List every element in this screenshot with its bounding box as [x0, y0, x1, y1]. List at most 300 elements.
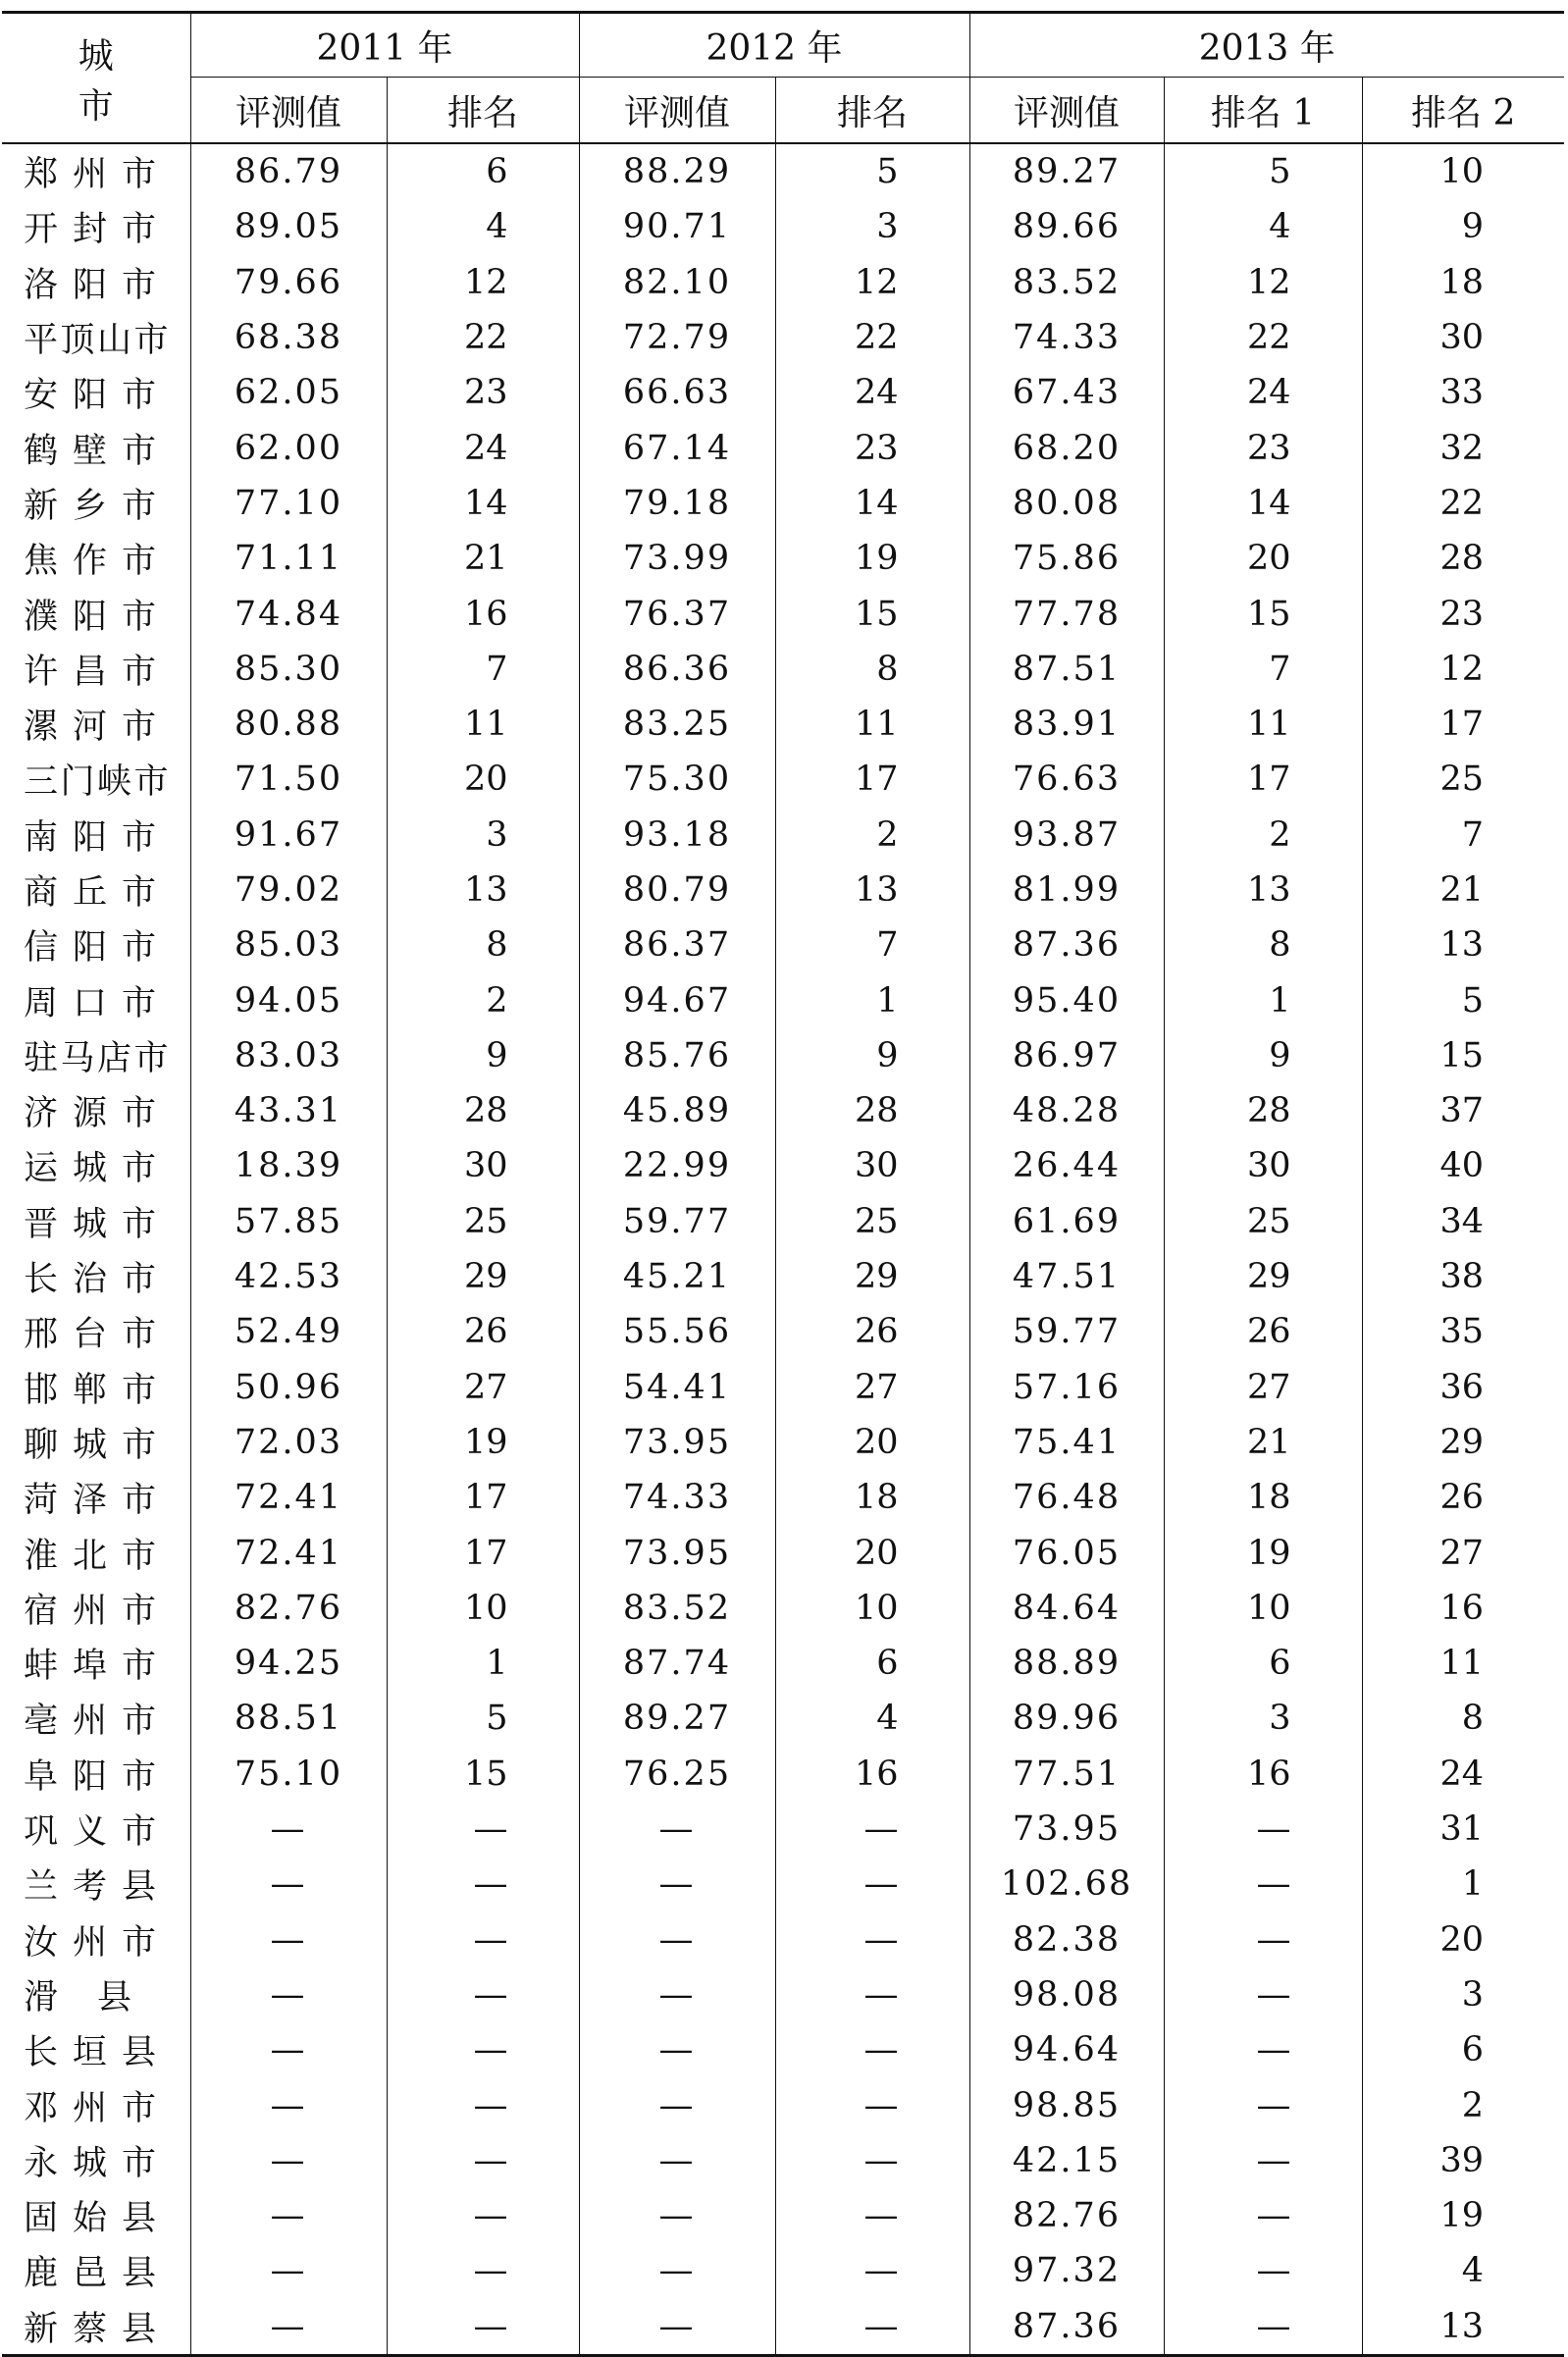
- city-name-cell: [2, 1194, 190, 1249]
- table-row: [2, 917, 1564, 972]
- rank-2011-cell: —: [387, 2022, 579, 2077]
- value-2011-cell: 88.51: [190, 1691, 387, 1746]
- city-name: 平 顶 山 市: [24, 321, 169, 361]
- rank1-2013-cell: 24: [1164, 365, 1362, 420]
- value-2013-cell: 77.51: [969, 1747, 1164, 1802]
- rank-2012-cell: —: [775, 2077, 969, 2132]
- rank-2011-cell: —: [387, 2133, 579, 2188]
- table-row: [2, 642, 1564, 697]
- table-row: [2, 1747, 1564, 1802]
- rank2-2013-cell: 8: [1362, 1691, 1564, 1746]
- rank1-2013-cell: 26: [1164, 1304, 1362, 1359]
- rank2-2013-cell: 6: [1362, 2022, 1564, 2077]
- rank1-2013-cell: 14: [1164, 476, 1362, 531]
- rank1-2013-cell: —: [1164, 2243, 1362, 2298]
- rank2-2013-cell: 5: [1362, 972, 1564, 1027]
- value-2013-cell: 48.28: [969, 1083, 1164, 1138]
- rank-2011-cell: 25: [387, 1194, 579, 1249]
- table-row: [2, 1083, 1564, 1138]
- rank1-2013-cell: 8: [1164, 917, 1362, 972]
- rank1-2013-cell: 5: [1164, 143, 1362, 199]
- rank1-2013-cell: 22: [1164, 310, 1362, 365]
- rank2-2013-cell: 34: [1362, 1194, 1564, 1249]
- rank1-2013-header: 排名 1: [1164, 78, 1362, 144]
- city-name: 汝 州 市: [24, 1922, 157, 1963]
- rank1-2013-cell: 12: [1164, 255, 1362, 310]
- value-2013-cell: 59.77: [969, 1304, 1164, 1359]
- rank-2012-cell: 30: [775, 1138, 969, 1193]
- value-2011-cell: —: [190, 2243, 387, 2298]
- rank-2011-cell: 10: [387, 1581, 579, 1636]
- city-name-cell: [2, 972, 190, 1027]
- city-name-cell: [2, 808, 190, 863]
- rank-2012-cell: 25: [775, 1194, 969, 1249]
- rank-2011-cell: —: [387, 2243, 579, 2298]
- rank1-2013-cell: 29: [1164, 1249, 1362, 1304]
- value-2012-cell: 72.79: [579, 310, 775, 365]
- table-row: [2, 143, 1564, 199]
- rank1-2013-cell: —: [1164, 2022, 1362, 2077]
- city-name-cell: [2, 586, 190, 641]
- table-row: [2, 2188, 1564, 2243]
- rank1-2013-cell: —: [1164, 1967, 1362, 2022]
- city-name: 长 垣 县: [24, 2033, 157, 2073]
- city-name-cell: [2, 642, 190, 697]
- rank1-2013-cell: 20: [1164, 531, 1362, 586]
- city-name: 三 门 峡 市: [24, 762, 169, 803]
- value-2011-cell: 79.02: [190, 863, 387, 917]
- city-name-cell: [2, 1912, 190, 1967]
- value-2013-cell: 76.05: [969, 1525, 1164, 1580]
- table-row: [2, 420, 1564, 475]
- rank1-2013-cell: 7: [1164, 642, 1362, 697]
- rank-2011-cell: —: [387, 2077, 579, 2132]
- rank-2012-cell: 9: [775, 1028, 969, 1083]
- rank2-2013-cell: 36: [1362, 1360, 1564, 1415]
- rank2-2013-cell: 9: [1362, 199, 1564, 254]
- city-name-cell: [2, 1304, 190, 1359]
- value-2012-cell: 73.95: [579, 1525, 775, 1580]
- rank2-2013-cell: 4: [1362, 2243, 1564, 2298]
- rank2-2013-cell: 23: [1362, 586, 1564, 641]
- value-2012-cell: 93.18: [579, 808, 775, 863]
- rank1-2013-cell: 4: [1164, 199, 1362, 254]
- rank1-2013-cell: 17: [1164, 752, 1362, 807]
- city-name: 许 昌 市: [24, 652, 157, 692]
- rank-2012-cell: —: [775, 2133, 969, 2188]
- table-row: [2, 2243, 1564, 2298]
- value-2011-cell: 68.38: [190, 310, 387, 365]
- value-2013-cell: 75.86: [969, 531, 1164, 586]
- rank-2012-cell: 10: [775, 1581, 969, 1636]
- value-2011-cell: 57.85: [190, 1194, 387, 1249]
- rank-2012-cell: 18: [775, 1470, 969, 1525]
- rank2-2013-cell: 33: [1362, 365, 1564, 420]
- rank-2011-cell: 5: [387, 1691, 579, 1746]
- value-2012-cell: —: [579, 2243, 775, 2298]
- value-2012-cell: 94.67: [579, 972, 775, 1027]
- value-2011-cell: —: [190, 2133, 387, 2188]
- value-2013-cell: 89.96: [969, 1691, 1164, 1746]
- value-2013-cell: 82.76: [969, 2188, 1164, 2243]
- rank-2011-cell: —: [387, 1802, 579, 1857]
- value-2012-cell: 73.99: [579, 531, 775, 586]
- rank-2011-cell: —: [387, 1857, 579, 1912]
- city-name: 安 阳 市: [24, 376, 157, 416]
- city-name: 开 封 市: [24, 210, 157, 250]
- value-2011-cell: 85.30: [190, 642, 387, 697]
- table-row: [2, 1138, 1564, 1193]
- value-2011-cell: 43.31: [190, 1083, 387, 1138]
- rank-2012-cell: —: [775, 1802, 969, 1857]
- rank2-2013-cell: 7: [1362, 808, 1564, 863]
- value-2012-cell: —: [579, 1857, 775, 1912]
- rank1-2013-cell: 28: [1164, 1083, 1362, 1138]
- value-2012-cell: 76.25: [579, 1747, 775, 1802]
- city-name: 菏 泽 市: [24, 1481, 157, 1521]
- value-2012-cell: 86.37: [579, 917, 775, 972]
- city-name-cell: [2, 1470, 190, 1525]
- city-name-cell: [2, 476, 190, 531]
- city-name-cell: [2, 1083, 190, 1138]
- city-name-cell: [2, 917, 190, 972]
- value-2011-cell: 72.03: [190, 1415, 387, 1470]
- rank2-2013-cell: 21: [1362, 863, 1564, 917]
- rank2-2013-cell: 19: [1362, 2188, 1564, 2243]
- rank-2011-cell: 2: [387, 972, 579, 1027]
- rank-2011-cell: 11: [387, 697, 579, 752]
- rank1-2013-cell: —: [1164, 1802, 1362, 1857]
- rank-2012-cell: —: [775, 2243, 969, 2298]
- value-2011-cell: 62.00: [190, 420, 387, 475]
- value-2011-cell: 94.05: [190, 972, 387, 1027]
- rank2-2013-cell: 25: [1362, 752, 1564, 807]
- rank1-2013-cell: 6: [1164, 1636, 1362, 1691]
- value-2011-cell: 71.50: [190, 752, 387, 807]
- rank-2011-cell: 28: [387, 1083, 579, 1138]
- rank-2012-cell: 14: [775, 476, 969, 531]
- rank-2012-cell: 15: [775, 586, 969, 641]
- rank1-2013-cell: 21: [1164, 1415, 1362, 1470]
- value-2012-cell: 83.52: [579, 1581, 775, 1636]
- rank1-2013-cell: —: [1164, 2077, 1362, 2132]
- value-2011-cell: —: [190, 1912, 387, 1967]
- city-name-cell: [2, 420, 190, 475]
- city-name: 晋 城 市: [24, 1204, 157, 1244]
- rank2-2013-cell: 30: [1362, 310, 1564, 365]
- value-2012-cell: 45.21: [579, 1249, 775, 1304]
- rank1-2013-cell: —: [1164, 1912, 1362, 1967]
- table-row: [2, 972, 1564, 1027]
- value-2013-cell: 95.40: [969, 972, 1164, 1027]
- rank1-2013-cell: 15: [1164, 586, 1362, 641]
- city-name: 淮 北 市: [24, 1536, 157, 1576]
- value-2011-cell: 52.49: [190, 1304, 387, 1359]
- value-2011-cell: —: [190, 2022, 387, 2077]
- value-2013-cell: 76.48: [969, 1470, 1164, 1525]
- table-row: [2, 2299, 1564, 2356]
- city-name-cell: [2, 2133, 190, 2188]
- rank-2011-cell: 17: [387, 1525, 579, 1580]
- value-2012-cell: —: [579, 1912, 775, 1967]
- value-2012-cell: 90.71: [579, 199, 775, 254]
- rank-2011-cell: 29: [387, 1249, 579, 1304]
- rank-2011-cell: 26: [387, 1304, 579, 1359]
- value-2013-cell: 94.64: [969, 2022, 1164, 2077]
- value-2012-cell: 89.27: [579, 1691, 775, 1746]
- city-name-cell: [2, 2188, 190, 2243]
- table-row: [2, 1967, 1564, 2022]
- city-name: 鹤 壁 市: [24, 431, 157, 471]
- city-name-cell: [2, 1525, 190, 1580]
- rank-2012-cell: —: [775, 2299, 969, 2356]
- rank2-2013-cell: 31: [1362, 1802, 1564, 1857]
- rank-2012-header: 排名: [775, 78, 969, 144]
- city-name: 聊 城 市: [24, 1425, 157, 1465]
- rank-2011-cell: 7: [387, 642, 579, 697]
- rank-2011-cell: 13: [387, 863, 579, 917]
- value-2013-cell: 80.08: [969, 476, 1164, 531]
- rank-2011-cell: 8: [387, 917, 579, 972]
- city-name-cell: [2, 2022, 190, 2077]
- city-name: 南 阳 市: [24, 817, 157, 858]
- rank2-2013-cell: 29: [1362, 1415, 1564, 1470]
- value-2013-cell: 97.32: [969, 2243, 1164, 2298]
- rank2-2013-cell: 2: [1362, 2077, 1564, 2132]
- rank-2012-cell: 23: [775, 420, 969, 475]
- city-name: 洛 阳 市: [24, 265, 157, 305]
- table-row: [2, 365, 1564, 420]
- value-2011-cell: 71.11: [190, 531, 387, 586]
- value-2013-cell: 42.15: [969, 2133, 1164, 2188]
- rank1-2013-cell: 9: [1164, 1028, 1362, 1083]
- rank-2011-cell: —: [387, 2188, 579, 2243]
- value-2013-cell: 87.36: [969, 917, 1164, 972]
- rank2-2013-cell: 24: [1362, 1747, 1564, 1802]
- table-row: [2, 1525, 1564, 1580]
- rank-2012-cell: 1: [775, 972, 969, 1027]
- value-2013-cell: 87.36: [969, 2299, 1164, 2356]
- value-2013-cell: 98.85: [969, 2077, 1164, 2132]
- value-2012-cell: 83.25: [579, 697, 775, 752]
- rank-2012-cell: 16: [775, 1747, 969, 1802]
- rank1-2013-cell: 11: [1164, 697, 1362, 752]
- value-2011-cell: 72.41: [190, 1525, 387, 1580]
- rank-2012-cell: 3: [775, 199, 969, 254]
- city-name-cell: [2, 1415, 190, 1470]
- value-2012-cell: 80.79: [579, 863, 775, 917]
- value-2013-cell: 87.51: [969, 642, 1164, 697]
- value-2012-cell: —: [579, 2188, 775, 2243]
- city-column-header: 城 市: [78, 35, 143, 127]
- value-2012-cell: 75.30: [579, 752, 775, 807]
- rank-2011-cell: 3: [387, 808, 579, 863]
- table-row: [2, 1028, 1564, 1083]
- city-name-cell: [2, 199, 190, 254]
- rank-2012-cell: 7: [775, 917, 969, 972]
- value-2013-cell: 102.68: [969, 1857, 1164, 1912]
- rank2-2013-cell: 12: [1362, 642, 1564, 697]
- rank-2011-cell: 14: [387, 476, 579, 531]
- rank1-2013-cell: 3: [1164, 1691, 1362, 1746]
- value-2011-cell: 83.03: [190, 1028, 387, 1083]
- city-name: 新 蔡 县: [24, 2309, 157, 2349]
- value-2011-cell: 91.67: [190, 808, 387, 863]
- value-2011-cell: 42.53: [190, 1249, 387, 1304]
- rank2-2013-cell: 40: [1362, 1138, 1564, 1193]
- rank1-2013-cell: 13: [1164, 863, 1362, 917]
- rank-2011-cell: —: [387, 1912, 579, 1967]
- city-name: 运 城 市: [24, 1149, 157, 1189]
- rank-2012-cell: 4: [775, 1691, 969, 1746]
- rank2-2013-cell: 13: [1362, 2299, 1564, 2356]
- rank-2012-cell: 6: [775, 1636, 969, 1691]
- value-2013-cell: 73.95: [969, 1802, 1164, 1857]
- rank-2011-cell: 16: [387, 586, 579, 641]
- value-2011-cell: 72.41: [190, 1470, 387, 1525]
- city-name-cell: [2, 255, 190, 310]
- table-row: [2, 1636, 1564, 1691]
- rank2-2013-cell: 28: [1362, 531, 1564, 586]
- rank-2012-cell: —: [775, 1912, 969, 1967]
- city-name-cell: [2, 2243, 190, 2298]
- table-row: [2, 199, 1564, 254]
- value-2013-cell: 75.41: [969, 1415, 1164, 1470]
- rank-2012-cell: 5: [775, 143, 969, 199]
- city-name: 驻 马 店 市: [24, 1038, 169, 1078]
- city-name: 兰 考 县: [24, 1867, 157, 1908]
- rank-2012-cell: 22: [775, 310, 969, 365]
- value-2012-cell: 22.99: [579, 1138, 775, 1193]
- value-2012-cell: —: [579, 2022, 775, 2077]
- city-name: 新 乡 市: [24, 486, 157, 526]
- city-name: 郑 州 市: [24, 155, 157, 195]
- value-2012-cell: 82.10: [579, 255, 775, 310]
- value-2011-cell: —: [190, 2299, 387, 2356]
- table-row: [2, 476, 1564, 531]
- rank-2012-cell: 8: [775, 642, 969, 697]
- value-2011-cell: 79.66: [190, 255, 387, 310]
- rank2-2013-cell: 27: [1362, 1525, 1564, 1580]
- value-2013-cell: 67.43: [969, 365, 1164, 420]
- city-name: 亳 州 市: [24, 1702, 157, 1742]
- city-name: 商 丘 市: [24, 873, 157, 913]
- value-2012-cell: —: [579, 2133, 775, 2188]
- value-2012-cell: 88.29: [579, 143, 775, 199]
- rank1-2013-cell: 2: [1164, 808, 1362, 863]
- rank-2012-cell: —: [775, 1857, 969, 1912]
- value-2012-cell: —: [579, 1967, 775, 2022]
- city-name: 信 阳 市: [24, 928, 157, 969]
- rank-2011-cell: 19: [387, 1415, 579, 1470]
- table-row: [2, 1360, 1564, 1415]
- value-2011-cell: 89.05: [190, 199, 387, 254]
- rank2-2013-cell: 18: [1362, 255, 1564, 310]
- rank2-2013-cell: 15: [1362, 1028, 1564, 1083]
- city-name-cell: [2, 2077, 190, 2132]
- city-name-cell: [2, 1249, 190, 1304]
- city-name: 长 治 市: [24, 1260, 157, 1300]
- table-row: [2, 531, 1564, 586]
- table-body: [2, 143, 1564, 2355]
- city-name-cell: [2, 1967, 190, 2022]
- table-row: [2, 1304, 1564, 1359]
- value-2012-cell: —: [579, 2299, 775, 2356]
- rank-2011-cell: 6: [387, 143, 579, 199]
- value-2011-cell: —: [190, 1967, 387, 2022]
- rank-2012-cell: 13: [775, 863, 969, 917]
- value-2012-cell: 79.18: [579, 476, 775, 531]
- rank1-2013-cell: —: [1164, 2133, 1362, 2188]
- rank-2011-cell: 17: [387, 1470, 579, 1525]
- value-2013-cell: 61.69: [969, 1194, 1164, 1249]
- rank-2012-cell: 19: [775, 531, 969, 586]
- rank-2011-cell: 24: [387, 420, 579, 475]
- year-2011-header: 2011 年: [190, 13, 579, 78]
- value-2011-cell: —: [190, 1857, 387, 1912]
- rank2-2013-cell: 22: [1362, 476, 1564, 531]
- rank-2012-cell: 11: [775, 697, 969, 752]
- city-name-cell: [2, 1360, 190, 1415]
- rank2-2013-cell: 1: [1362, 1857, 1564, 1912]
- city-name: 鹿 邑 县: [24, 2254, 157, 2294]
- table-row: [2, 1581, 1564, 1636]
- table-row: [2, 586, 1564, 641]
- table-header: [2, 13, 1564, 144]
- city-name: 邢 台 市: [24, 1315, 157, 1355]
- rank2-2013-header: 排名 2: [1362, 78, 1564, 144]
- value-2013-cell: 93.87: [969, 808, 1164, 863]
- value-2012-cell: 74.33: [579, 1470, 775, 1525]
- table-row: [2, 752, 1564, 807]
- value-2013-cell: 77.78: [969, 586, 1164, 641]
- city-name: 济 源 市: [24, 1094, 157, 1134]
- rank1-2013-cell: —: [1164, 1857, 1362, 1912]
- value-2013-cell: 74.33: [969, 310, 1164, 365]
- value-2013-cell: 83.52: [969, 255, 1164, 310]
- value-2011-cell: 86.79: [190, 143, 387, 199]
- city-name-cell: [2, 1691, 190, 1746]
- rank-2011-cell: 21: [387, 531, 579, 586]
- city-name-cell: [2, 1857, 190, 1912]
- value-2011-cell: —: [190, 2077, 387, 2132]
- value-2013-cell: 81.99: [969, 863, 1164, 917]
- value-2012-cell: 76.37: [579, 586, 775, 641]
- rank-2012-cell: 27: [775, 1360, 969, 1415]
- table-row: [2, 1857, 1564, 1912]
- rank-2012-cell: 20: [775, 1525, 969, 1580]
- year-2012-header: 2012 年: [579, 13, 969, 78]
- table-row: [2, 2077, 1564, 2132]
- value-2013-cell: 26.44: [969, 1138, 1164, 1193]
- rank-2012-cell: —: [775, 2022, 969, 2077]
- city-name: 漯 河 市: [24, 707, 157, 748]
- city-name-cell: [2, 752, 190, 807]
- value-2013-header: 评测值: [969, 78, 1164, 144]
- value-2013-cell: 98.08: [969, 1967, 1164, 2022]
- table-row: [2, 697, 1564, 752]
- rank-2011-cell: 1: [387, 1636, 579, 1691]
- value-2011-cell: 77.10: [190, 476, 387, 531]
- value-2012-cell: —: [579, 1802, 775, 1857]
- rank2-2013-cell: 17: [1362, 697, 1564, 752]
- rank-2012-cell: 17: [775, 752, 969, 807]
- rank2-2013-cell: 13: [1362, 917, 1564, 972]
- value-2012-cell: —: [579, 2077, 775, 2132]
- rank-2011-header: 排名: [387, 78, 579, 144]
- city-name-cell: [2, 310, 190, 365]
- city-evaluation-table: [2, 11, 1564, 2357]
